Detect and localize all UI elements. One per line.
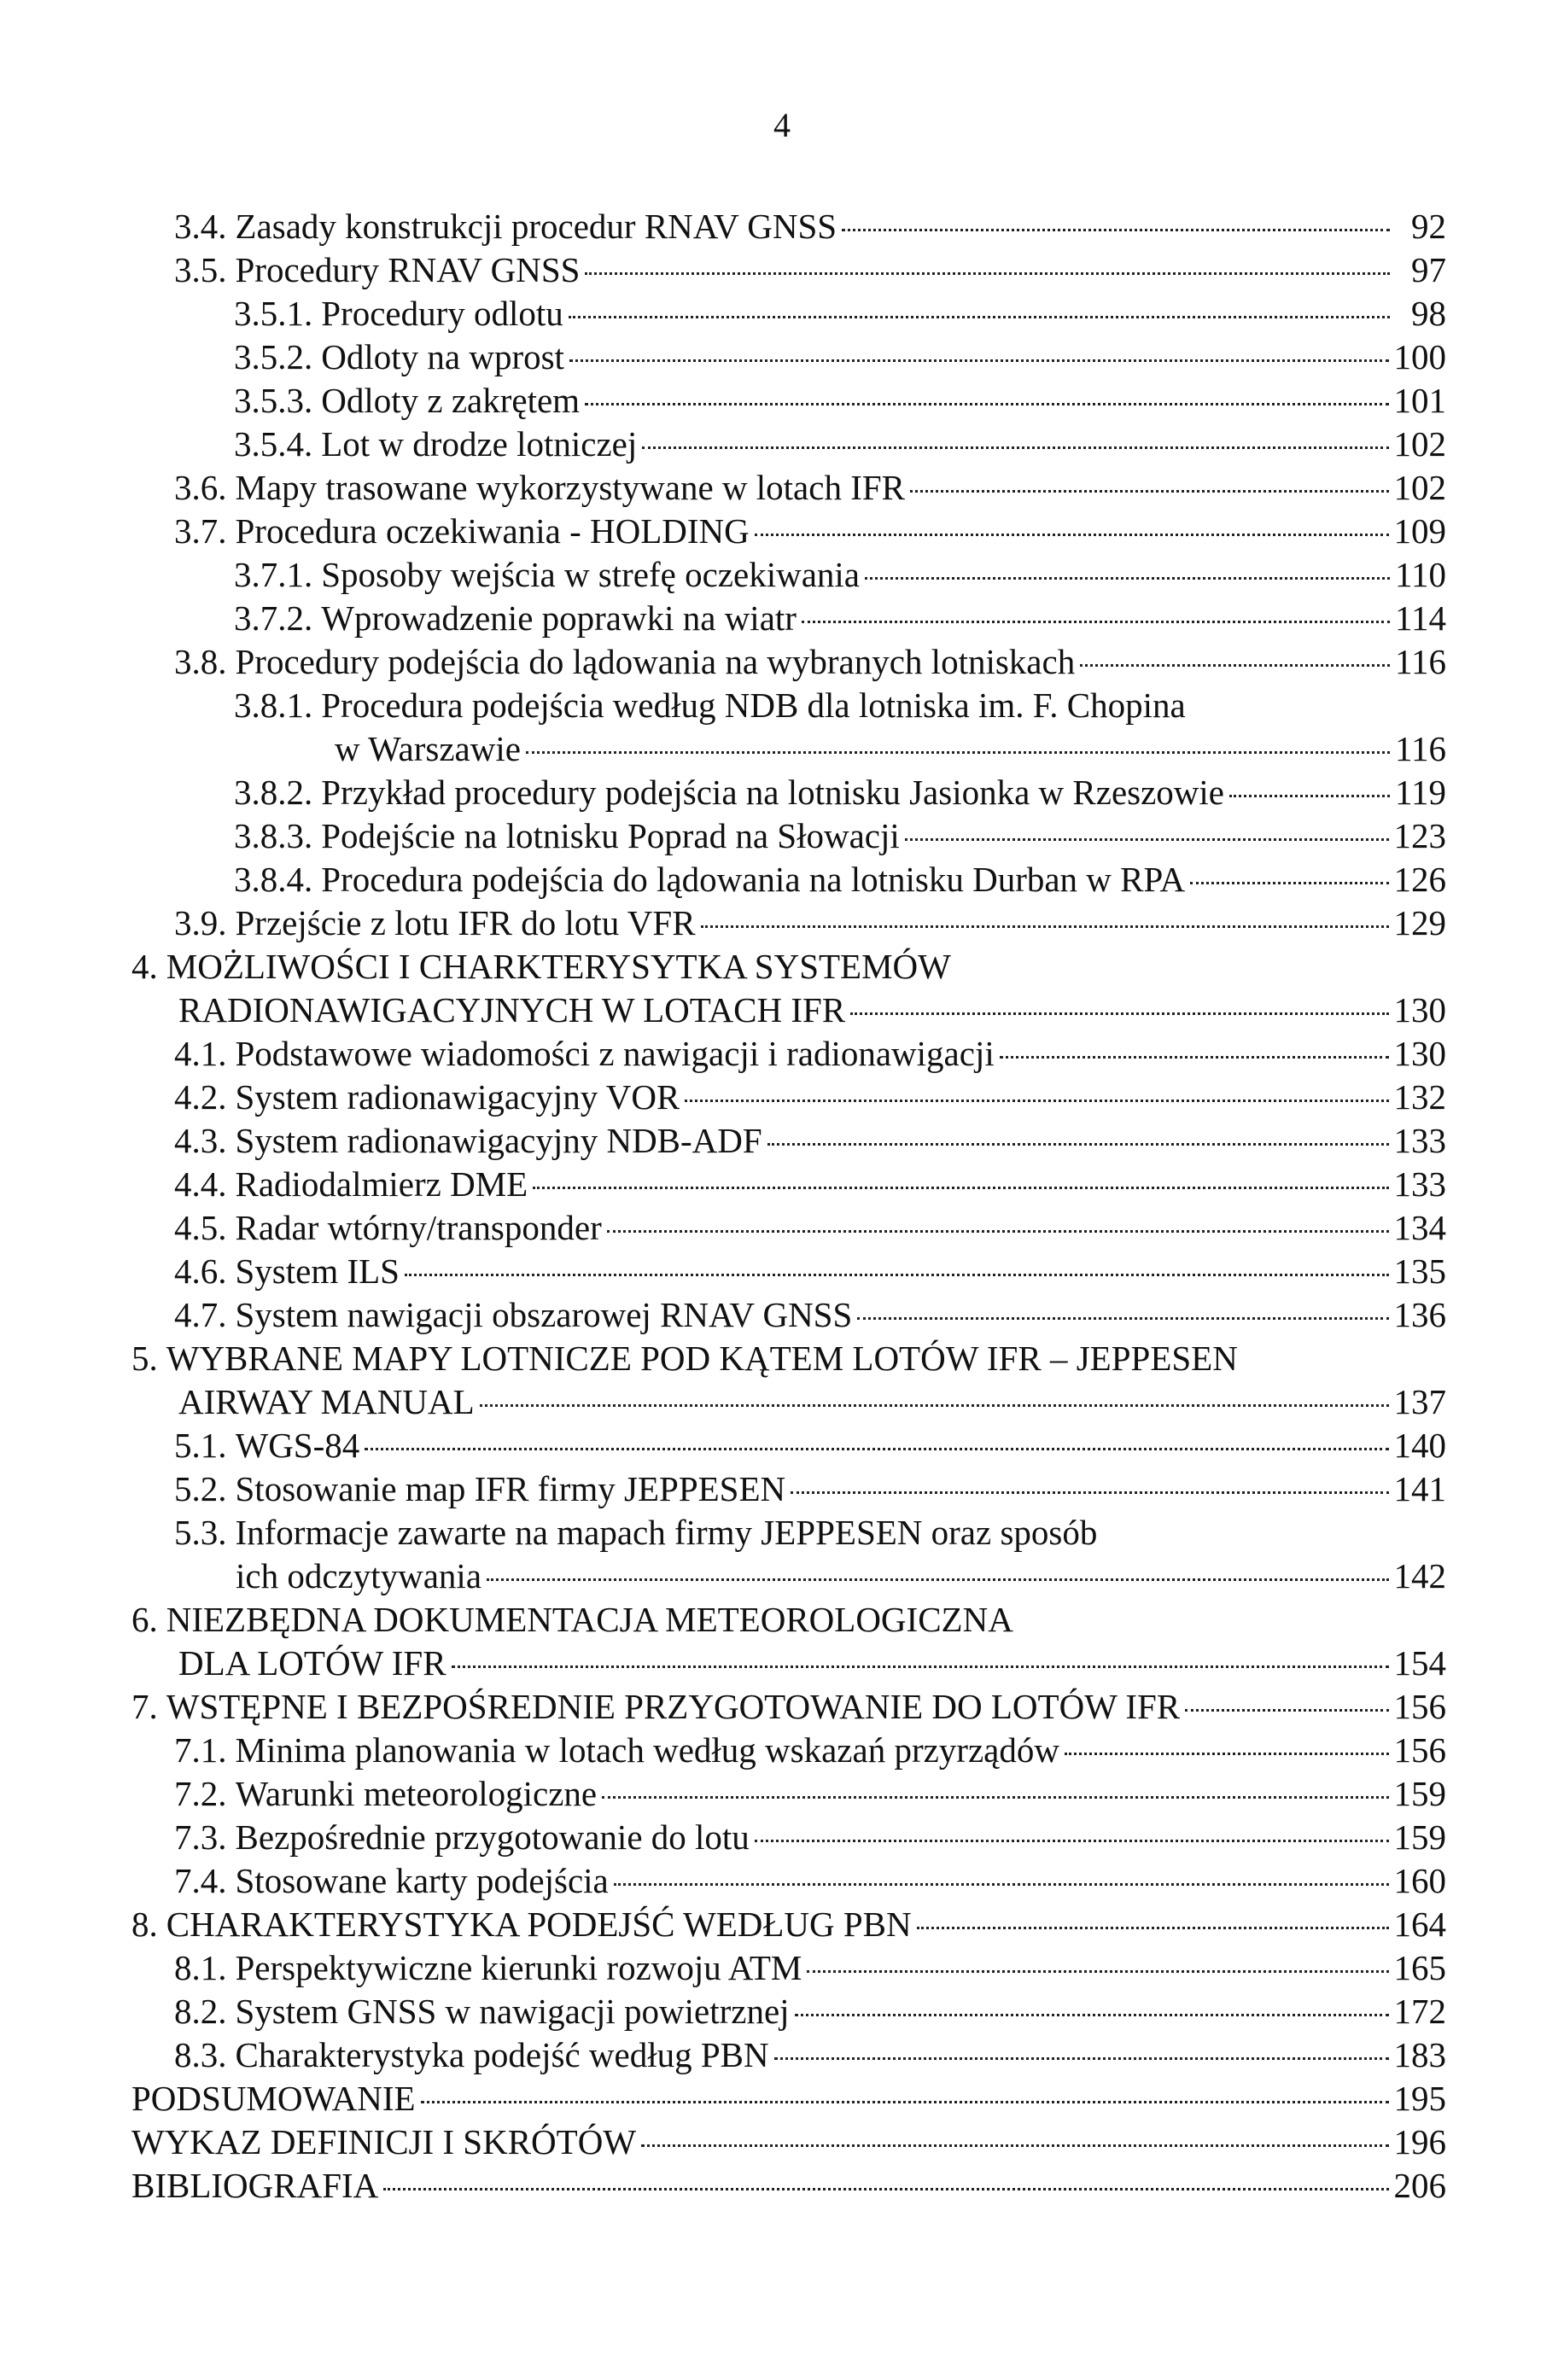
entry-title: System radionawigacyjny VOR xyxy=(235,1077,680,1117)
dot-leader xyxy=(569,316,1390,318)
dot-leader xyxy=(685,1100,1388,1102)
entry-title: Podstawowe wiadomości z nawigacji i radionawigacji xyxy=(235,1034,995,1073)
entry-title: Odloty z zakrętem xyxy=(321,381,581,420)
entry-title: Bezpośrednie przygotowanie do lotu xyxy=(235,1817,750,1857)
entry-page: 195 xyxy=(1393,2079,1446,2118)
dot-leader xyxy=(842,229,1390,231)
dot-leader xyxy=(1000,1056,1389,1059)
toc-entry-3-8-3[interactable] xyxy=(131,814,1446,858)
entry-number: 8.1. xyxy=(174,1948,227,1987)
toc-entry-7-3[interactable] xyxy=(131,1816,1446,1859)
toc-entry-3-5-1[interactable] xyxy=(131,292,1446,335)
entry-number: 3.8.1. xyxy=(234,685,313,725)
entry-title: Radar wtórny/transponder xyxy=(235,1208,602,1247)
entry-title: Perspektywiczne kierunki rozwoju ATM xyxy=(235,1948,802,1987)
entry-page: 116 xyxy=(1395,642,1446,681)
entry-number: 4.5. xyxy=(174,1208,227,1247)
entry-number: 4.3. xyxy=(174,1121,227,1160)
dot-leader xyxy=(917,1927,1389,1929)
entry-page: 102 xyxy=(1393,468,1446,507)
dot-leader xyxy=(767,1143,1389,1146)
entry-number: 3.8. xyxy=(174,642,227,681)
entry-page: 206 xyxy=(1393,2166,1446,2205)
entry-page: 133 xyxy=(1393,1164,1446,1204)
entry-page: 101 xyxy=(1393,381,1446,420)
toc-entry-4-5[interactable] xyxy=(131,1206,1446,1250)
toc-entry-5[interactable] xyxy=(131,1337,1446,1424)
entry-title: System GNSS w nawigacji powietrznej xyxy=(235,1992,790,2031)
dot-leader xyxy=(1190,882,1388,884)
entry-page: 165 xyxy=(1393,1948,1446,1987)
entry-page: 183 xyxy=(1393,2035,1446,2074)
toc-entry-3-5-3[interactable] xyxy=(131,379,1446,423)
toc-entry-7-2[interactable] xyxy=(131,1772,1446,1816)
dot-leader xyxy=(452,1665,1389,1668)
toc-entry-3-8[interactable] xyxy=(131,640,1446,684)
dot-leader xyxy=(905,838,1389,841)
entry-title: CHARAKTERYSTYKA PODEJŚĆ WEDŁUG PBN xyxy=(166,1905,912,1944)
entry-number: 4.4. xyxy=(174,1164,227,1204)
entry-title: Radiodalmierz DME xyxy=(235,1164,528,1204)
dot-leader xyxy=(641,2144,1388,2147)
entry-title: Stosowanie map IFR firmy JEPPESEN xyxy=(235,1469,786,1508)
entry-page: 160 xyxy=(1393,1861,1446,1900)
dot-leader xyxy=(383,2188,1388,2190)
toc-entry-3-4[interactable] xyxy=(131,205,1446,248)
toc-entry-7-1[interactable] xyxy=(131,1729,1446,1772)
toc-entry-3-8-2[interactable] xyxy=(131,771,1446,814)
entry-title: System nawigacji obszarowej RNAV GNSS xyxy=(235,1295,853,1334)
dot-leader xyxy=(602,1796,1388,1799)
toc-entry-8[interactable] xyxy=(131,1903,1446,1946)
toc-entry-4[interactable] xyxy=(131,945,1446,1032)
entry-title: WGS-84 xyxy=(235,1426,360,1465)
entry-page: 132 xyxy=(1393,1077,1446,1117)
entry-page: 116 xyxy=(1395,729,1446,768)
dot-leader xyxy=(487,1578,1388,1581)
entry-title-line1: Informacje zawarte na mapach firmy JEPPESEN oraz sposób xyxy=(235,1513,1098,1552)
entry-number: 8.2. xyxy=(174,1992,227,2031)
dot-leader xyxy=(614,1883,1389,1886)
dot-leader xyxy=(755,534,1389,536)
entry-title: System ILS xyxy=(235,1251,400,1291)
toc-entry-7-4[interactable] xyxy=(131,1859,1446,1903)
dot-leader xyxy=(607,1230,1389,1233)
entry-number: 5.3. xyxy=(174,1513,227,1552)
entry-number: 3.7. xyxy=(174,511,227,551)
entry-number: 7.2. xyxy=(174,1774,227,1813)
entry-title-line1: WYBRANE MAPY LOTNICZE POD KĄTEM LOTÓW IFR – JEPPESEN xyxy=(166,1339,1238,1378)
toc-entry-4-4[interactable] xyxy=(131,1163,1446,1206)
dot-leader xyxy=(701,925,1389,928)
dot-leader xyxy=(910,490,1388,493)
entry-page: 134 xyxy=(1393,1208,1446,1247)
dot-leader xyxy=(585,272,1390,275)
entry-page: 172 xyxy=(1393,1992,1446,2031)
toc-entry-8-1[interactable] xyxy=(131,1946,1446,1990)
entry-title: Mapy trasowane wykorzystywane w lotach IFR xyxy=(235,468,906,507)
toc-entry-8-2[interactable] xyxy=(131,1990,1446,2033)
toc-entry-5-2[interactable] xyxy=(131,1467,1446,1511)
dot-leader xyxy=(405,1274,1389,1276)
dot-leader xyxy=(850,1012,1388,1015)
entry-title: Zasady konstrukcji procedur RNAV GNSS xyxy=(235,207,837,246)
entry-title-line2: w Warszawie xyxy=(335,729,521,768)
entry-number: 3.7.1. xyxy=(234,555,313,594)
entry-number: 5. xyxy=(131,1339,158,1378)
entry-title: Procedury odlotu xyxy=(321,294,563,333)
dot-leader xyxy=(1229,795,1390,797)
entry-title: WYKAZ DEFINICJI I SKRÓTÓW xyxy=(131,2122,637,2161)
entry-title: Procedura podejścia do lądowania na lotnisku Durban w RPA xyxy=(321,860,1186,899)
entry-title: System radionawigacyjny NDB-ADF xyxy=(235,1121,762,1160)
entry-number: 3.9. xyxy=(174,903,227,942)
entry-number: 3.5.4. xyxy=(234,424,313,464)
entry-title-line1: Procedura podejścia według NDB dla lotniska im. F. Chopina xyxy=(321,685,1186,725)
entry-number: 3.8.3. xyxy=(234,816,313,855)
entry-number: 3.5.1. xyxy=(234,294,313,333)
dot-leader xyxy=(1080,664,1390,667)
entry-title: Stosowane karty podejścia xyxy=(235,1861,609,1900)
entry-number: 8. xyxy=(131,1905,158,1944)
entry-title: Warunki meteorologiczne xyxy=(235,1774,598,1813)
toc-entry-3-5[interactable] xyxy=(131,248,1446,292)
entry-title-line2: RADIONAWIGACYJNYCH W LOTACH IFR xyxy=(178,990,846,1030)
toc-entry-5-3[interactable] xyxy=(131,1511,1446,1598)
entry-page: 164 xyxy=(1393,1905,1446,1944)
entry-number: 4.2. xyxy=(174,1077,227,1117)
dot-leader xyxy=(585,403,1388,405)
entry-number: 5.2. xyxy=(174,1469,227,1508)
entry-number: 3.5.2. xyxy=(234,337,313,376)
toc-entry-4-3[interactable] xyxy=(131,1119,1446,1163)
toc-entry-5-1[interactable] xyxy=(131,1424,1446,1467)
entry-title: Lot w drodze lotniczej xyxy=(321,424,638,464)
toc-entry-4-7[interactable] xyxy=(131,1293,1446,1337)
dot-leader xyxy=(795,2014,1389,2016)
entry-page: 142 xyxy=(1393,1556,1446,1595)
entry-title: Wprowadzenie poprawki na wiatr xyxy=(321,598,797,638)
toc-entry-4-2[interactable] xyxy=(131,1076,1446,1119)
entry-number: 3.8.2. xyxy=(234,773,313,812)
entry-number: 4.7. xyxy=(174,1295,227,1334)
entry-number: 4. xyxy=(131,947,158,986)
entry-title: Sposoby wejścia w strefę oczekiwania xyxy=(321,555,860,594)
entry-number: 3.8.4. xyxy=(234,860,313,899)
entry-page: 110 xyxy=(1395,555,1446,594)
entry-title: Minima planowania w lotach według wskazań przyrządów xyxy=(235,1730,1059,1770)
toc-entry-8-3[interactable] xyxy=(131,2033,1446,2077)
entry-title: Procedury podejścia do lądowania na wybranych lotniskach xyxy=(235,642,1076,681)
dot-leader xyxy=(365,1448,1388,1450)
entry-title: BIBLIOGRAFIA xyxy=(131,2166,379,2205)
entry-page: 196 xyxy=(1393,2122,1446,2161)
entry-page: 119 xyxy=(1395,773,1446,812)
toc-entry-3-7-2[interactable] xyxy=(131,597,1446,640)
entry-page: 129 xyxy=(1393,903,1446,942)
entry-title: WSTĘPNE I BEZPOŚREDNIE PRZYGOTOWANIE DO LOTÓW IFR xyxy=(166,1687,1181,1726)
entry-page: 137 xyxy=(1393,1382,1446,1421)
entry-page: 126 xyxy=(1393,860,1446,899)
dot-leader xyxy=(865,577,1390,580)
entry-number: 5.1. xyxy=(174,1426,227,1465)
entry-number: 3.6. xyxy=(174,468,227,507)
toc-entry-3-7[interactable] xyxy=(131,510,1446,553)
toc-entry-4-6[interactable] xyxy=(131,1250,1446,1293)
entry-page: 109 xyxy=(1393,511,1446,551)
entry-page: 130 xyxy=(1393,990,1446,1030)
entry-page: 135 xyxy=(1393,1251,1446,1291)
entry-title: Procedura oczekiwania - HOLDING xyxy=(235,511,750,551)
entry-page: 156 xyxy=(1393,1730,1446,1770)
dot-leader xyxy=(755,1840,1389,1842)
toc-entry-7[interactable] xyxy=(131,1685,1446,1729)
entry-page: 159 xyxy=(1393,1774,1446,1813)
dot-leader xyxy=(807,1970,1388,1973)
entry-title-line2: AIRWAY MANUAL xyxy=(178,1382,475,1421)
dot-leader xyxy=(802,621,1390,623)
entry-page: 136 xyxy=(1393,1295,1446,1334)
entry-page: 130 xyxy=(1393,1034,1446,1073)
entry-title-line1: MOŻLIWOŚCI I CHARKTERYSYTKA SYSTEMÓW xyxy=(166,947,951,986)
entry-title: Odloty na wprost xyxy=(321,337,564,376)
entry-page: 97 xyxy=(1411,250,1446,289)
dot-leader xyxy=(526,751,1390,754)
entry-title-line2: DLA LOTÓW IFR xyxy=(178,1643,446,1683)
dot-leader xyxy=(857,1317,1388,1320)
toc-entry-bibliografia[interactable] xyxy=(131,2164,1446,2208)
entry-number: 7.1. xyxy=(174,1730,227,1770)
dot-leader xyxy=(642,446,1388,449)
entry-title: Podejście na lotnisku Poprad na Słowacji xyxy=(321,816,900,855)
toc-entry-3-6[interactable] xyxy=(131,466,1446,510)
entry-number: 4.1. xyxy=(174,1034,227,1073)
entry-number: 4.6. xyxy=(174,1251,227,1291)
entry-title: Przykład procedury podejścia na lotnisku Jasionka w Rzeszowie xyxy=(321,773,1225,812)
entry-page: 92 xyxy=(1411,207,1446,246)
entry-number: 7.3. xyxy=(174,1817,227,1857)
entry-page: 156 xyxy=(1393,1687,1446,1726)
toc-entry-podsumowanie[interactable] xyxy=(131,2077,1446,2120)
entry-number: 3.5.3. xyxy=(234,381,313,420)
entry-title: Procedury RNAV GNSS xyxy=(235,250,581,289)
entry-title-line1: NIEZBĘDNA DOKUMENTACJA METEOROLOGICZNA xyxy=(166,1600,1013,1639)
toc-entry-3-7-1[interactable] xyxy=(131,553,1446,597)
entry-number: 8.3. xyxy=(174,2035,227,2074)
entry-page: 123 xyxy=(1393,816,1446,855)
toc-entry-3-8-4[interactable] xyxy=(131,858,1446,901)
dot-leader xyxy=(421,2101,1389,2103)
entry-page: 100 xyxy=(1393,337,1446,376)
entry-page: 140 xyxy=(1393,1426,1446,1465)
dot-leader xyxy=(1185,1709,1388,1712)
entry-title: Charakterystyka podejść według PBN xyxy=(235,2035,769,2074)
dot-leader xyxy=(791,1491,1388,1494)
toc-entry-3-5-2[interactable] xyxy=(131,335,1446,379)
toc-entry-3-5-4[interactable] xyxy=(131,423,1446,466)
entry-number: 7.4. xyxy=(174,1861,227,1900)
dot-leader xyxy=(569,359,1389,362)
entry-number: 6. xyxy=(131,1600,158,1639)
toc-entry-3-8-1[interactable] xyxy=(131,684,1446,771)
dot-leader xyxy=(1065,1753,1389,1755)
dot-leader xyxy=(480,1404,1389,1407)
entry-number: 3.4. xyxy=(174,207,227,246)
toc-entry-wykaz[interactable] xyxy=(131,2120,1446,2164)
entry-page: 141 xyxy=(1393,1469,1446,1508)
entry-number: 3.7.2. xyxy=(234,598,313,638)
entry-title: Przejście z lotu IFR do lotu VFR xyxy=(235,903,696,942)
entry-title: PODSUMOWANIE xyxy=(131,2079,416,2118)
entry-page: 154 xyxy=(1393,1643,1446,1683)
entry-page: 114 xyxy=(1395,598,1446,638)
entry-page: 133 xyxy=(1393,1121,1446,1160)
entry-page: 98 xyxy=(1411,294,1446,333)
toc-entry-3-9[interactable] xyxy=(131,901,1446,945)
dot-leader xyxy=(533,1187,1388,1189)
page-number: 4 xyxy=(773,106,791,144)
entry-page: 102 xyxy=(1393,424,1446,464)
table-of-contents xyxy=(131,205,1446,2208)
entry-page: 159 xyxy=(1393,1817,1446,1857)
toc-entry-6[interactable] xyxy=(131,1598,1446,1685)
entry-number: 7. xyxy=(131,1687,158,1726)
entry-number: 3.5. xyxy=(174,250,227,289)
entry-title-line2: ich odczytywania xyxy=(236,1556,482,1595)
toc-entry-4-1[interactable] xyxy=(131,1032,1446,1076)
dot-leader xyxy=(774,2057,1389,2060)
